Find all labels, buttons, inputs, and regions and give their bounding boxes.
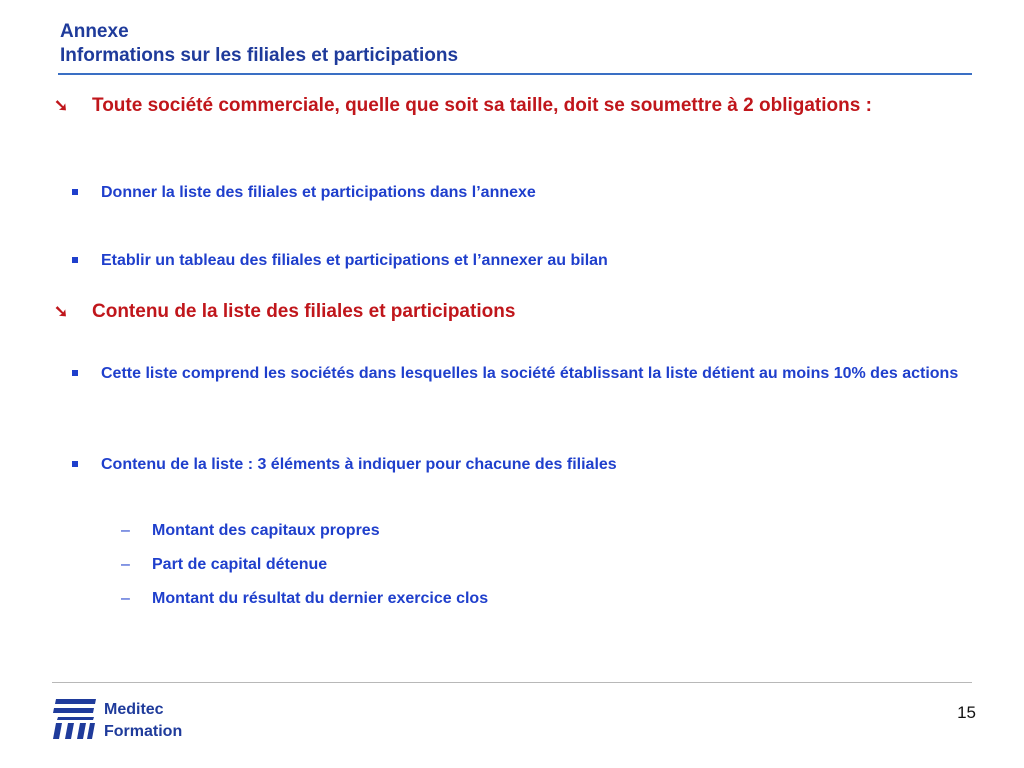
sub-sub-bullet-capital-text: Part de capital détenue (152, 556, 328, 573)
page-number: 15 (957, 703, 976, 722)
meditec-logo-icon (50, 699, 98, 739)
footer-divider (52, 682, 972, 683)
sub-bullet-elements (101, 453, 963, 476)
bullet-obligations-text: Toute société commerciale, quelle que soit sa taille, doit se soumettre à 2 obligations : (92, 95, 872, 116)
sub-sub-bullet-resultat (121, 588, 952, 610)
brand-line-2: Formation (104, 723, 183, 740)
square-bullet-icon (72, 189, 78, 195)
brand-name (104, 699, 182, 743)
title-line-1: Annexe (60, 21, 129, 42)
dash-bullet-icon: – (121, 556, 130, 573)
sub-bullet-tableau-text: Etablir un tableau des filiales et participations et l’annexer au bilan (101, 252, 608, 269)
arrow-bullet-icon: ➘ (54, 96, 69, 115)
title-line-2: Informations sur les filiales et participations (60, 45, 459, 66)
title-divider (58, 73, 972, 75)
square-bullet-icon (72, 370, 78, 376)
square-bullet-icon (72, 461, 78, 467)
sub-bullet-tableau (101, 249, 963, 272)
sub-bullet-elements-text: Contenu de la liste : 3 éléments à indiquer pour chacune des filiales (101, 456, 617, 473)
sub-bullet-liste-comprend (101, 362, 963, 385)
sub-sub-bullet-capitaux-text: Montant des capitaux propres (152, 522, 380, 539)
bullet-obligations (54, 91, 963, 121)
dash-bullet-icon: – (121, 522, 130, 539)
sub-sub-bullet-capital (121, 554, 952, 576)
bullet-contenu-text: Contenu de la liste des filiales et participations (92, 301, 516, 322)
sub-bullet-liste-comprend-text: Cette liste comprend les sociétés dans lesquelles la société établissant la liste détient au moins 10% des actions (101, 365, 959, 382)
sub-bullet-liste (101, 181, 963, 204)
sub-sub-bullet-resultat-text: Montant du résultat du dernier exercice clos (152, 590, 489, 607)
sub-bullet-liste-text: Donner la liste des filiales et participations dans l’annexe (101, 184, 536, 201)
arrow-bullet-icon: ➘ (54, 302, 69, 321)
square-bullet-icon (72, 257, 78, 263)
dash-bullet-icon: – (121, 590, 130, 607)
brand-line-1: Meditec (104, 701, 164, 718)
bullet-contenu (54, 297, 963, 327)
sub-sub-bullet-capitaux (121, 520, 952, 542)
slide-title (60, 20, 458, 68)
